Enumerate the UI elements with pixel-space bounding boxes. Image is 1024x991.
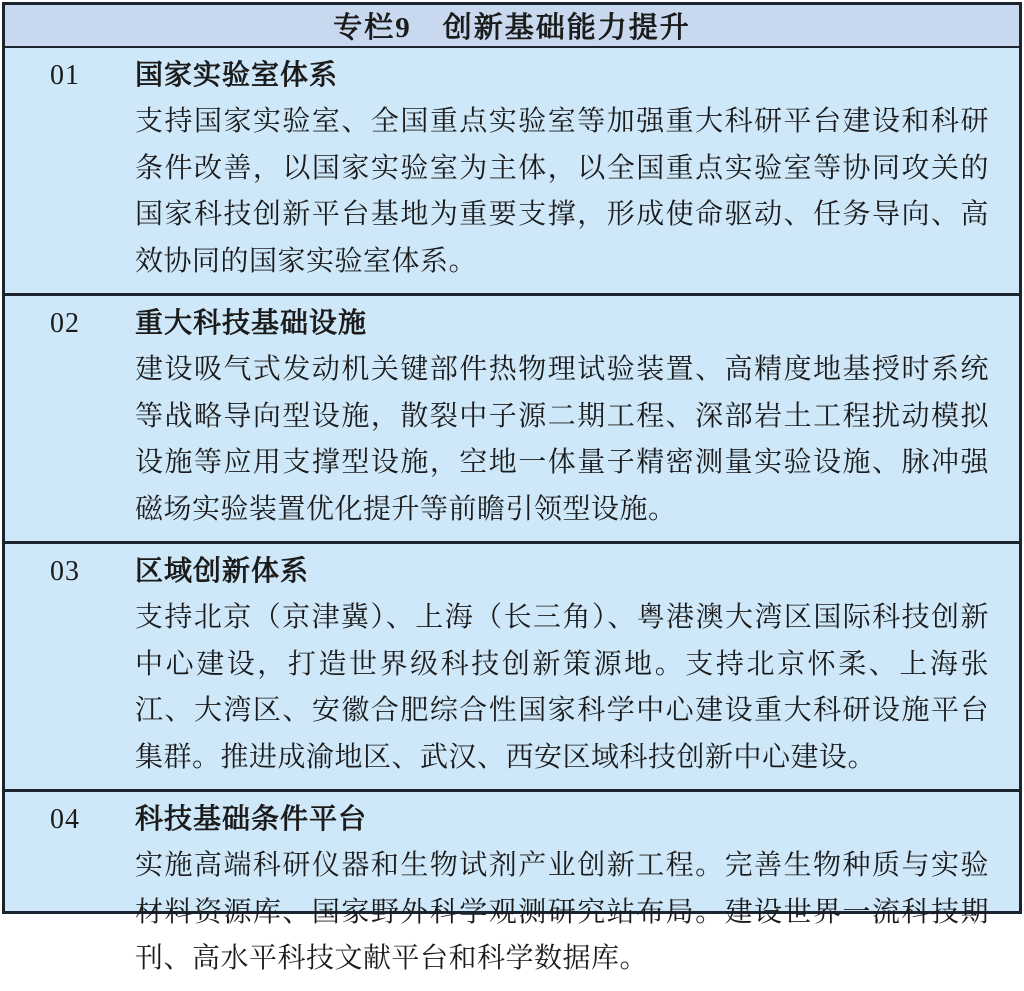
section-sci-tech-basic-condition-platform: [5, 789, 1019, 991]
section-heading: [50, 797, 989, 843]
section-title: 重大科技基础设施: [135, 308, 368, 339]
section-heading: [50, 301, 989, 347]
box-title: 专栏9 创新基础能力提升: [333, 12, 691, 44]
section-body: 建设吸气式发动机关键部件热物理试验装置、高精度地基授时系统等战略导向型设施，散裂中子源二期工程、深部岩土工程扰动模拟设施等应用支撑型设施，空地一体量子精密测量实验设施、脉冲强磁场实验装置优化提升等前瞻引领型设施。: [135, 354, 989, 525]
section-title: 区域创新体系: [135, 556, 310, 587]
section-regional-innovation-system: [5, 541, 1019, 789]
section-body: 实施高端科研仪器和生物试剂产业创新工程。完善生物种质与实验材料资源库、国家野外科学观测研究站布局。建设世界一流科技期刊、高水平科技文献平台和科学数据库。: [135, 850, 989, 974]
section-number: 02: [50, 308, 80, 339]
section-heading: [50, 549, 989, 595]
section-heading: [50, 53, 989, 99]
section-body: 支持国家实验室、全国重点实验室等加强重大科研平台建设和科研条件改善，以国家实验室为主体，以全国重点实验室等协同攻关的国家科技创新平台基地为重要支撑，形成使命驱动、任务导向、高效协同的国家实验室体系。: [135, 106, 989, 277]
section-number: 01: [50, 60, 80, 91]
section-title: 国家实验室体系: [135, 60, 339, 91]
section-number: 03: [50, 556, 80, 587]
section-body: 支持北京（京津冀）、上海（长三角）、粤港澳大湾区国际科技创新中心建设，打造世界级科技创新策源地。支持北京怀柔、上海张江、大湾区、安徽合肥综合性国家科学中心建设重大科研设施平台集群。推进成渝地区、武汉、西安区域科技创新中心建设。: [135, 602, 989, 773]
section-number: 04: [50, 804, 80, 835]
section-major-sci-tech-infrastructure: [5, 293, 1019, 541]
section-national-lab-system: [5, 48, 1019, 293]
policy-column-box: [2, 2, 1022, 974]
box-header: [5, 5, 1019, 48]
section-title: 科技基础条件平台: [135, 804, 368, 835]
